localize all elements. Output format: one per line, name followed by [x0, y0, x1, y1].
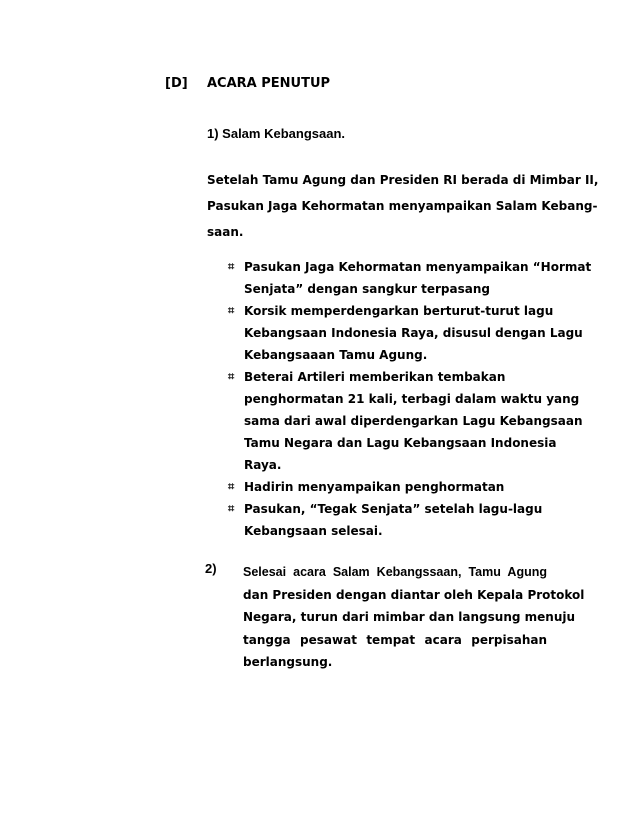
bullet-item [228, 476, 548, 498]
bullet-line: Beterai Artileri memberikan tembakan [244, 370, 506, 384]
item-line: Selesai acara Salam Kebangssaan, Tamu Agung [243, 565, 547, 579]
bullet-line: Kebangsaan Indonesia Raya, disusul dengan Lagu [244, 326, 583, 340]
item-line: tangga pesawat tempat acara perpisahan [243, 632, 547, 647]
bullet-line: Kebangsaan selesai. [244, 524, 383, 538]
section-tag: [D] [165, 76, 188, 91]
bullet-line: Hadirin menyampaikan penghormatan [244, 480, 505, 494]
subsection-title: 1) Salam Kebangsaan. [207, 126, 345, 141]
hash-bullet-icon: ⌗ [228, 260, 235, 273]
bullet-item [228, 300, 583, 366]
section-title: ACARA PENUTUP [207, 76, 331, 91]
bullet-item [228, 498, 548, 542]
bullet-item [228, 256, 592, 300]
intro-paragraph [207, 167, 599, 245]
bullet-line: Senjata” dengan sangkur terpasang [244, 282, 490, 296]
bullet-item [228, 366, 583, 476]
bullet-line: Korsik memperdengarkan berturut-turut lagu [244, 304, 554, 318]
bullet-line: sama dari awal diperdengarkan Lagu Kebangsaan [244, 414, 583, 428]
paragraph-line: saan. [207, 225, 244, 239]
item-number: 2) [205, 561, 217, 576]
bullet-list [228, 256, 592, 542]
bullet-line: Pasukan, “Tegak Senjata” setelah lagu-lagu [244, 502, 543, 516]
bullet-line: Tamu Negara dan Lagu Kebangsaan Indonesia [244, 436, 557, 450]
item-line: Negara, turun dari mimbar dan langsung menuju [243, 610, 576, 624]
item-line: dan Presiden dengan diantar oleh Kepala Protokol [243, 587, 585, 602]
hash-bullet-icon: ⌗ [228, 480, 235, 493]
paragraph-line: Setelah Tamu Agung dan Presiden RI berada di Mimbar II, [207, 173, 599, 187]
paragraph-line: Pasukan Jaga Kehormatan menyampaikan Salam Kebang- [207, 199, 598, 213]
hash-bullet-icon: ⌗ [228, 370, 235, 383]
bullet-line: Raya. [244, 458, 282, 472]
item-line: berlangsung. [243, 655, 333, 669]
bullet-line: Pasukan Jaga Kehormatan menyampaikan “Hormat [244, 260, 592, 274]
bullet-line: penghormatan 21 kali, terbagi dalam waktu yang [244, 392, 580, 406]
item-body [243, 561, 585, 674]
hash-bullet-icon: ⌗ [228, 502, 235, 515]
hash-bullet-icon: ⌗ [228, 304, 235, 317]
bullet-line: Kebangsaaan Tamu Agung. [244, 348, 428, 362]
